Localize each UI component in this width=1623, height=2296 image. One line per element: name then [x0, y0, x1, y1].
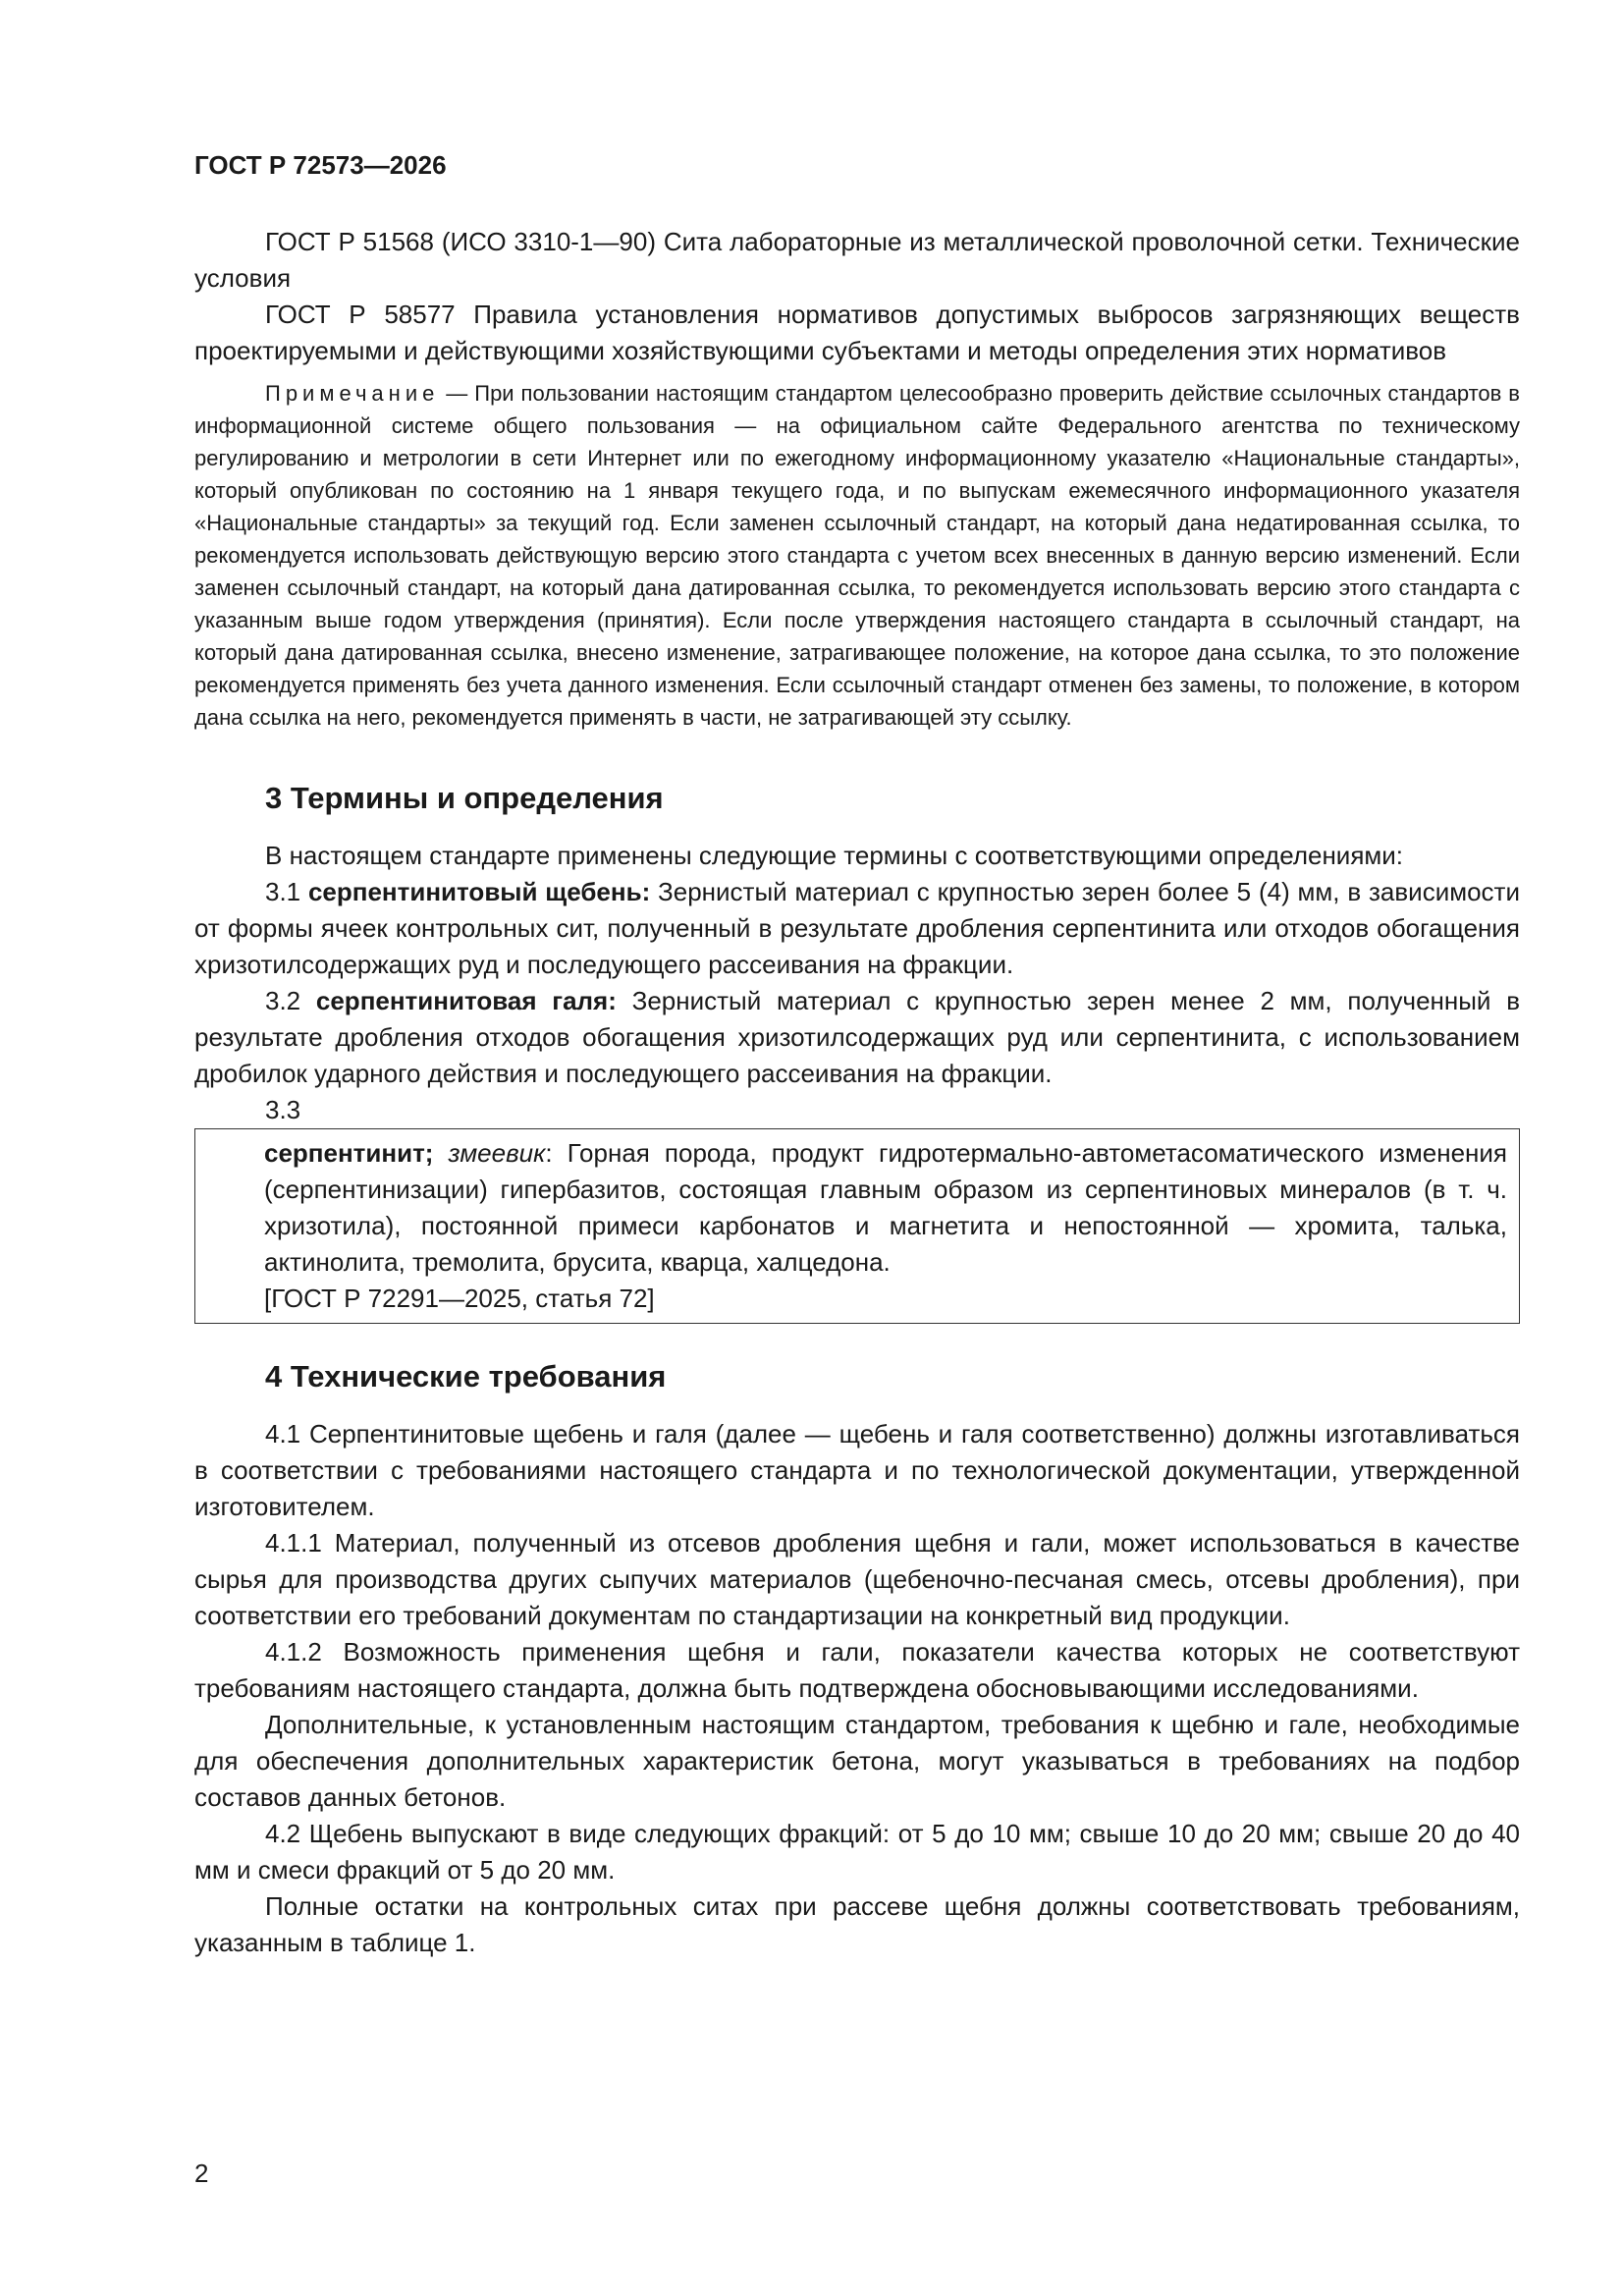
paragraph-4-2: 4.2 Щебень выпускают в виде следующих фракций: от 5 до 10 мм; свыше 10 до 20 мм; свыше 20 до 40 мм и смеси фракций от 5 до 20 мм.: [194, 1819, 1520, 1885]
term-synonym: змеевик: [448, 1138, 546, 1168]
term-3-3-number: 3.3: [265, 1095, 301, 1124]
term-definition: Зернистый материал с крупностью зерен более 5 (4) мм, в зависимости от формы ячеек контрольных сит, полученный в результате дробления серпентинита или отходов обогащения хризотилсодержащих руд и последующего рассеивания на фракции.: [194, 877, 1520, 979]
reference-item: ГОСТ Р 51568 (ИСО 3310-1—90) Сита лабораторные из металлической проволочной сетки. Технические условия: [194, 227, 1520, 293]
term-definition: : Горная порода, продукт гидротермально-автометасоматического изменения (серпентинизации) гипербазитов, состоящая главным образом из серпентиновых минералов (в т. ч. хризотила), постоянной примеси карбонатов и магнетита и непостоянной — хромита, талька, актинолита, тремолита, брусита, кварца, халцедона.: [264, 1138, 1507, 1277]
term-source: [ГОСТ Р 72291—2025, статья 72]: [264, 1284, 655, 1313]
section-4-title: 4 Технические требования: [265, 1359, 667, 1394]
paragraph-4-1-2: 4.1.2 Возможность применения щебня и гали, показатели качества которых не соответствуют требованиям настоящего стандарта, должна быть подтверждена обосновывающими исследованиями.: [194, 1637, 1520, 1703]
note-text: — При пользовании настоящим стандартом целесообразно проверить действие ссылочных стандартов в информационной системе общего пользования — на официальном сайте Федерального агентства по техническому регулированию и метрологии в сети Интернет или по ежегодному информационному указателю «Национальные стандарты», который опубликован по состоянию на 1 января текущего года, и по выпускам ежемесячного информационного указателя «Национальные стандарты» за текущий год. Если заменен ссылочный стандарт, на который дана недатированная ссылка, то рекомендуется использовать действующую версию этого стандарта с учетом всех внесенных в данную версию изменений. Если заменен ссылочный стандарт, на который дана датированная ссылка, то рекомендуется использовать версию этого стандарта с указанным выше годом утверждения (принятия). Если после утверждения настоящего стандарта в ссылочный стандарт, на который дана датированная ссылка, внесено изменение, затрагивающее положение, на которое дана ссылка, то это положение рекомендуется применять без учета данного изменения. Если ссылочный стандарт отменен без замены, то положение, в котором дана ссылка на него, рекомендуется применять в части, не затрагивающей эту ссылку.: [194, 381, 1520, 730]
term-name: серпентинитовая галя:: [315, 986, 617, 1015]
document-header: ГОСТ Р 72573—2026: [194, 150, 447, 180]
paragraph-residues: Полные остатки на контрольных ситах при рассеве щебня должны соответствовать требованиям, указанным в таблице 1.: [194, 1891, 1520, 1957]
quoted-term-box: [194, 1128, 1520, 1324]
term-3-2: [194, 983, 1520, 1092]
section-3-title: 3 Термины и определения: [265, 781, 664, 815]
term-name: серпентинитовый щебень:: [307, 877, 651, 906]
page-number: 2: [194, 2159, 209, 2188]
note-label: Примечание: [265, 381, 440, 406]
term-name: серпентинит;: [264, 1138, 434, 1168]
section-3-intro: В настоящем стандарте применены следующие термины с соответствующими определениями:: [265, 841, 1404, 870]
paragraph-additional: Дополнительные, к установленным настоящим стандартом, требования к щебню и гале, необходимые для обеспечения дополнительных характеристик бетона, могут указываться в требованиях на подбор составов данных бетонов.: [194, 1710, 1520, 1812]
term-3-1: [194, 874, 1520, 983]
paragraph-4-1: 4.1 Серпентинитовые щебень и галя (далее — щебень и галя соответственно) должны изготавливаться в соответствии с требованиями настоящего стандарта и по технологической документации, утвержденной изготовителем.: [194, 1419, 1520, 1521]
term-number: 3.1: [265, 877, 308, 906]
term-3-3: [264, 1135, 1507, 1281]
note-paragraph: [194, 377, 1520, 734]
paragraph-4-1-1: 4.1.1 Материал, полученный из отсевов дробления щебня и гали, может использоваться в качестве сырья для производства других сыпучих материалов (щебеночно-песчаная смесь, отсевы дробления), при соответствии его требований документам по стандартизации на конкретный вид продукции.: [194, 1528, 1520, 1630]
term-definition: Зернистый материал с крупностью зерен менее 2 мм, полученный в результате дробления отходов обогащения хризотилсодержащих руд или серпентинита, с использованием дробилок ударного действия и последующего рассеивания на фракции.: [194, 986, 1521, 1088]
reference-item: ГОСТ Р 58577 Правила установления нормативов допустимых выбросов загрязняющих веществ проектируемыми и действующими хозяйствующими субъектами и методы определения этих нормативов: [194, 300, 1520, 365]
page-body: [194, 224, 1520, 1961]
term-number: 3.2: [265, 986, 316, 1015]
